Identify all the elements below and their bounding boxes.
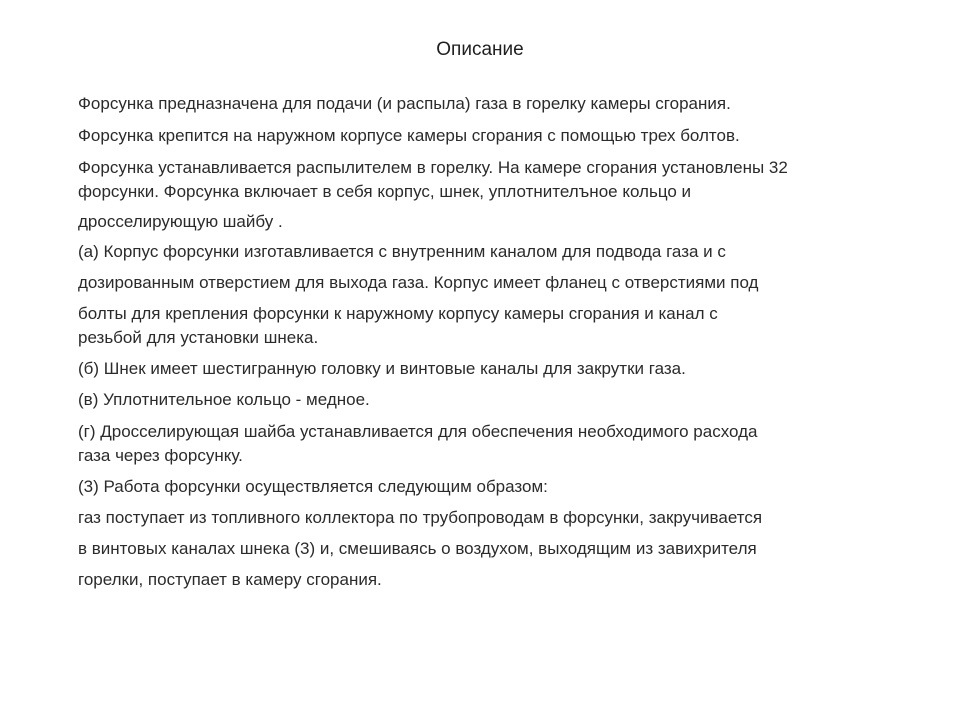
- paragraph-line: (г) Дросселирующая шайба устанавливается для обеспечения необходимого расхода: [78, 422, 758, 441]
- paragraph-line: (3) Работа форсунки осуществляется следующим образом:: [78, 477, 548, 496]
- paragraph-line: в винтовых каналах шнека (3) и, смешиваясь о воздухом, выходящим из завихрителя: [78, 539, 757, 558]
- paragraph-line: (в) Уплотнительное кольцо - медное.: [78, 390, 370, 409]
- paragraph-line: дозированным отверстием для выхода газа. Корпус имеет фланец с отверстиями под: [78, 273, 759, 292]
- paragraph-line: болты для крепления форсунки к наружному корпусу камеры сгорания и канал с: [78, 304, 718, 323]
- page-title: Описание: [436, 39, 524, 60]
- paragraph-line: дросселирующую шайбу .: [78, 212, 283, 231]
- paragraph-line: горелки, поступает в камеру сгорания.: [78, 570, 382, 589]
- paragraph-line: газа через форсунку.: [78, 446, 243, 465]
- paragraph-line: Форсунка предназначена для подачи (и распыла) газа в горелку камеры сгорания.: [78, 94, 731, 113]
- paragraph-line: форсунки. Форсунка включает в себя корпус, шнек, уплотнителъное кольцо и: [78, 182, 692, 201]
- paragraph-line: Форсунка крепится на наружном корпусе камеры сгорания с помощью трех болтов.: [78, 126, 740, 145]
- paragraph-line: газ поступает из топливного коллектора по трубопроводам в форсунки, закручивается: [78, 508, 763, 527]
- paragraph-line: (б) Шнек имеет шестигранную головку и винтовые каналы для закрутки газа.: [78, 359, 686, 378]
- paragraph-line: резьбой для установки шнека.: [78, 328, 319, 347]
- paragraph-line: Форсунка устанавливается распылителем в горелку. На камере сгорания установлены 32: [78, 158, 788, 177]
- paragraph-line: (а) Корпус форсунки изготавливается с внутренним каналом для подвода газа и с: [78, 242, 726, 261]
